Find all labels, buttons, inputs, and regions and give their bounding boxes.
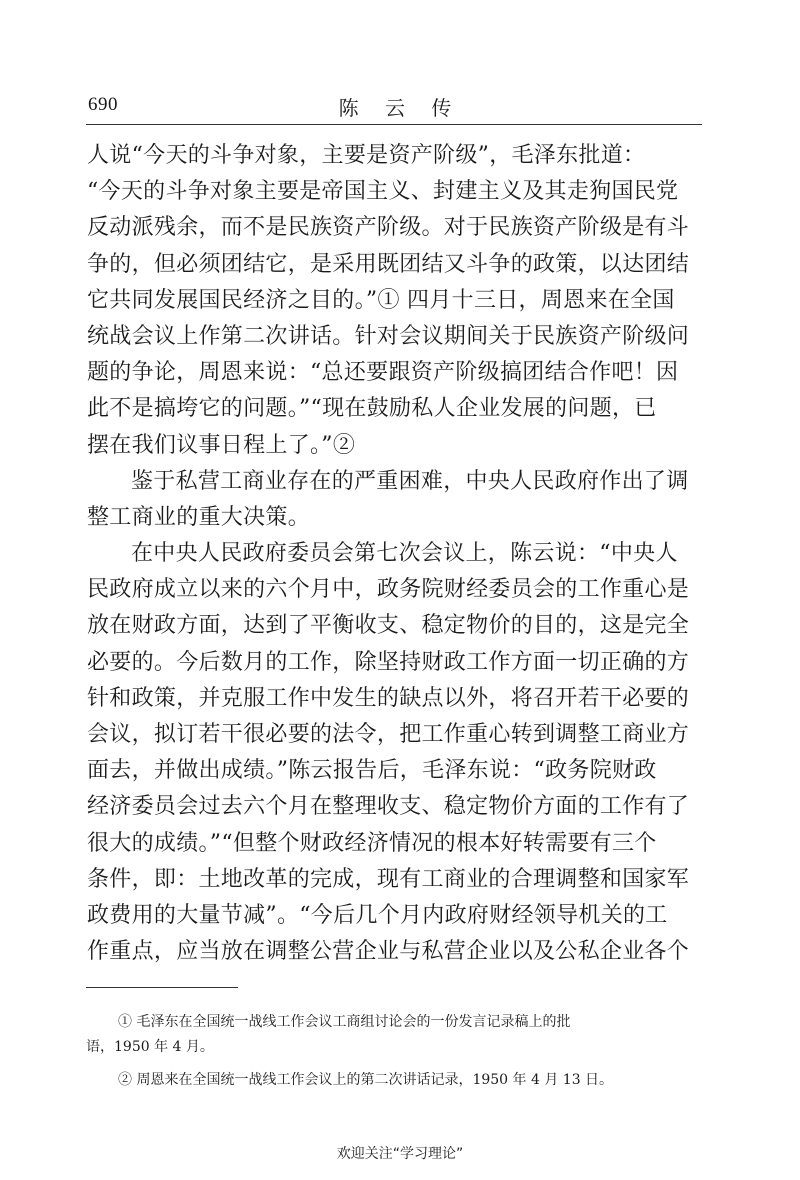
body-line: 放在财政方面，达到了平衡收支、稳定物价的目的，这是完全 [87, 613, 690, 639]
footnote-rule [86, 987, 238, 988]
body-line: 此不是搞垮它的问题。”“现在鼓励私人企业发展的问题，已 [87, 396, 657, 422]
body-line: 经济委员会过去六个月在整理收支、稳定物价方面的工作有了 [87, 794, 690, 820]
body-line: 面去，并做出成绩。”陈云报告后，毛泽东说：“政务院财政 [87, 758, 657, 784]
body-line: “今天的斗争对象主要是帝国主义、封建主义及其走狗国民党 [87, 179, 679, 205]
footnotes [86, 1010, 706, 1093]
body-line: 它共同发展国民经济之目的。”① 四月十三日，周恩来在全国 [87, 287, 675, 313]
body-line: 题的争论，周恩来说：“总还要跟资产阶级搞团结合作吧！因 [87, 360, 679, 386]
body-line: 民政府成立以来的六个月中，政务院财经委员会的工作重心是 [87, 577, 690, 603]
watermark-caption: 欢迎关注“学习理论” [336, 1146, 464, 1162]
body-line: 争的，但必须团结它，是采用既团结又斗争的政策，以达团结 [87, 251, 690, 277]
footnote-2-line-1: ② 周恩来在全国统一战线工作会议上的第二次讲话记录，1950 年 4 月 13 日。 [118, 1072, 614, 1088]
body-line: 在中央人民政府委员会第七次会议上，陈云说：“中央人 [131, 541, 678, 567]
header-rule [86, 124, 702, 125]
body-line: 鉴于私营工商业存在的严重困难，中央人民政府作出了调 [131, 468, 689, 494]
body-line: 很大的成绩。”“但整个财政经济情况的根本好转需要有三个 [87, 830, 657, 856]
body-line: 反动派残余，而不是民族资产阶级。对于民族资产阶级是有斗 [87, 215, 690, 241]
body-line: 政费用的大量节减”。“今后几个月内政府财经领导机关的工 [87, 902, 668, 928]
body-line: 必要的。今后数月的工作，除坚持财政工作方面一切正确的方 [87, 649, 690, 675]
body-text [87, 138, 707, 970]
body-line: 条件，即：土地改革的完成，现有工商业的合理调整和国家军 [87, 866, 690, 892]
body-line: 会议，拟订若干很必要的法令，把工作重心转到调整工商业方 [87, 722, 690, 747]
body-line: 针和政策，并克服工作中发生的缺点以外，将召开若干必要的 [87, 685, 690, 711]
footnote-1-line-2: 语，1950 年 4 月。 [86, 1039, 214, 1055]
body-line: 统战会议上作第二次讲话。针对会议期间关于民族资产阶级问 [87, 323, 690, 349]
body-line: 人说“今天的斗争对象，主要是资产阶级”，毛泽东批道： [87, 143, 646, 168]
body-line: 摆在我们议事日程上了。”② [87, 432, 356, 458]
footnote-1-line-1: ① 毛泽东在全国统一战线工作会议工商组讨论会的一份发言记录稿上的批 [118, 1014, 571, 1030]
running-head-title: 陈 云 传 [338, 96, 462, 120]
body-line: 整工商业的重大决策。 [87, 504, 311, 530]
body-line: 作重点，应当放在调整公营企业与私营企业以及公私企业各个 [87, 939, 690, 965]
page-number: 690 [88, 94, 118, 115]
